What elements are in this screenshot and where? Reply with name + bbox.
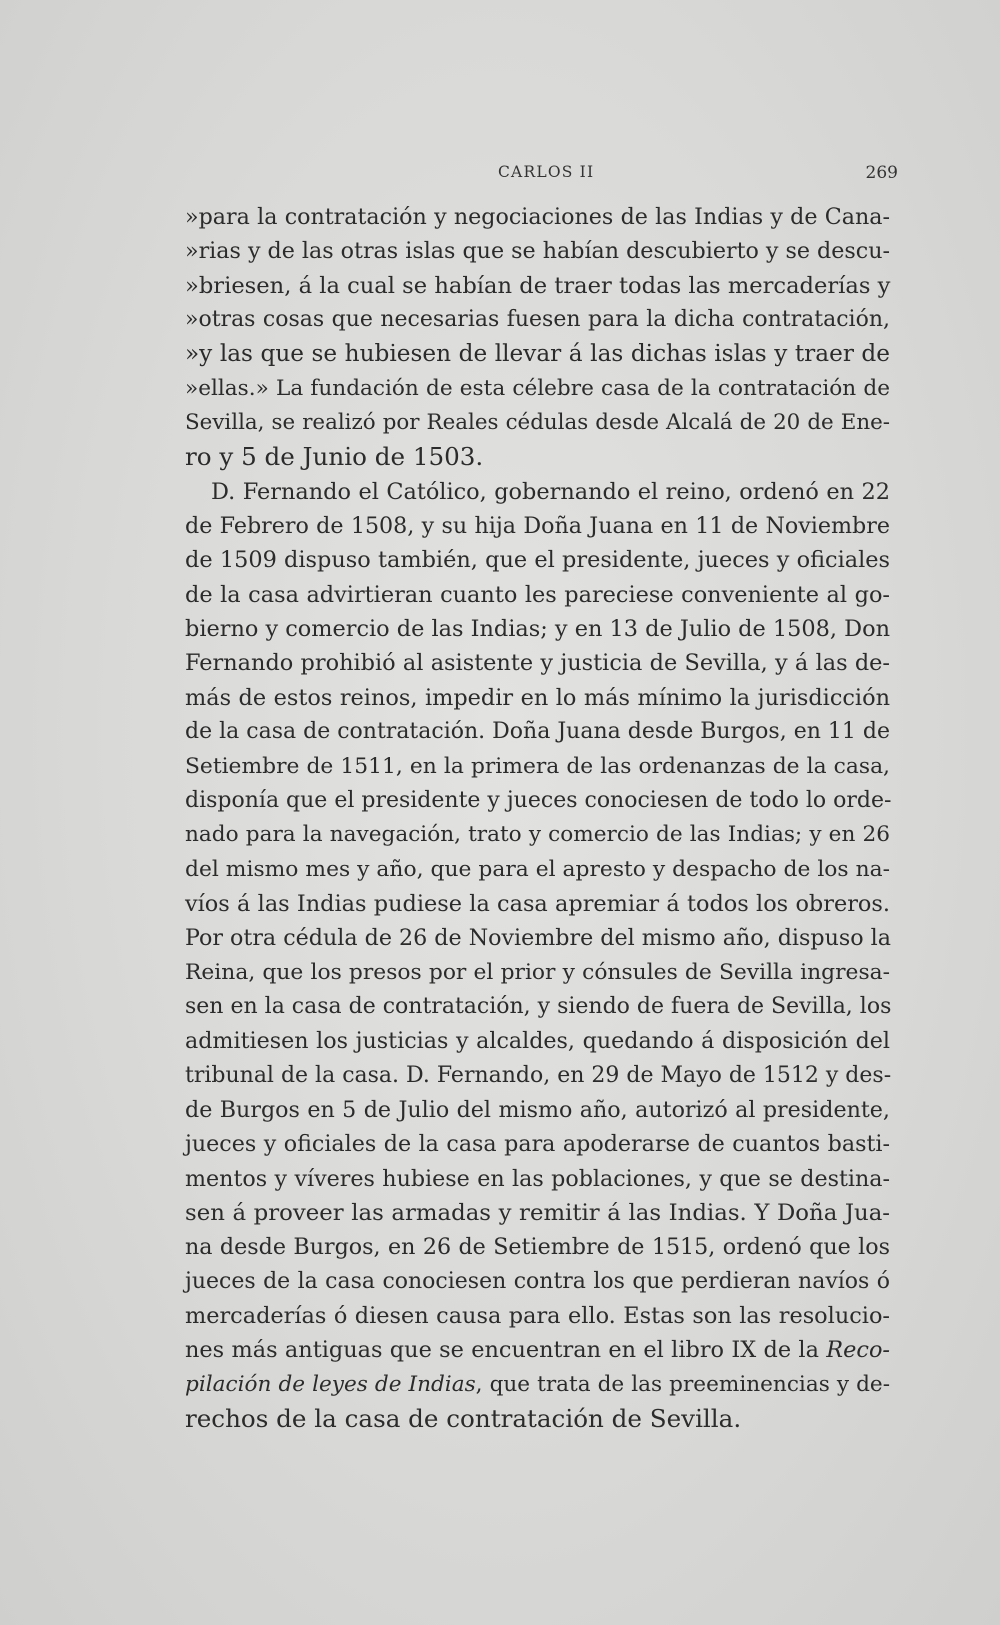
text-segment: »rias y de las otras islas que se habían descubierto y se descu-: [185, 238, 890, 265]
text-line: [185, 818, 890, 852]
text-line: [185, 750, 890, 784]
text-segment: de Febrero de 1508, y su hija Doña Juana en 11 de Noviembre: [185, 513, 890, 540]
text-segment: ro y 5 de Junio de 1503.: [185, 442, 484, 472]
text-segment: de la casa de contratación. Doña Juana desde Burgos, en 11 de: [185, 719, 890, 745]
text-segment: »ellas.» La fundación de esta célebre casa de la contratación de: [185, 375, 890, 401]
text-segment: na desde Burgos, en 26 de Setiembre de 1515, ordenó que los: [185, 1234, 890, 1261]
text-segment: Por otra cédula de 26 de Noviembre del mismo año, dispuso la: [185, 925, 891, 952]
text-line: [185, 646, 890, 680]
text-segment: de 1509 dispuso también, que el presidente, jueces y oficiales: [185, 547, 890, 574]
text-line: [185, 1093, 890, 1127]
text-segment: bierno y comercio de las Indias; y en 13 de Julio de 1508, Don: [185, 616, 890, 643]
text-line: [185, 1162, 890, 1196]
text-line: [185, 234, 890, 268]
italic-text: Reco-: [826, 1337, 890, 1364]
text-segment: Sevilla, se realizó por Reales cédulas desde Alcalá de 20 de Ene-: [185, 410, 890, 436]
text-line: [185, 1230, 890, 1264]
text-segment: nado para la navegación, trato y comercio de las Indias; y en 26: [185, 822, 890, 848]
text-segment: Setiembre de 1511, en la primera de las ordenanzas de la casa,: [185, 753, 890, 779]
text-line: [185, 406, 890, 440]
text-segment: »otras cosas que necesarias fuesen para la dicha contratación,: [185, 307, 890, 333]
text-line: [185, 337, 890, 371]
text-segment: D. Fernando el Católico, gobernando el reino, ordenó en 22: [211, 478, 890, 505]
text-line: [185, 543, 890, 577]
text-line: [185, 1402, 890, 1436]
text-segment: víos á las Indias pudiese la casa apremiar á todos los obreros.: [185, 890, 890, 917]
text-line: [185, 1368, 890, 1402]
text-line: [185, 1265, 890, 1299]
text-line: [185, 853, 890, 887]
text-segment: »briesen, á la cual se habían de traer todas las mercaderías y: [185, 272, 891, 299]
text-line: [185, 990, 890, 1024]
text-line: [185, 887, 890, 921]
text-segment: Fernando prohibió al asistente y justicia de Sevilla, y á las de-: [185, 650, 890, 677]
text-segment: tribunal de la casa. D. Fernando, en 29 de Mayo de 1512 y des-: [185, 1062, 892, 1088]
text-segment: jueces y oficiales de la casa para apoderarse de cuantos basti-: [185, 1131, 890, 1158]
text-segment: más de estos reinos, impedir en lo más mínimo la jurisdicción: [185, 684, 890, 711]
text-segment: mercaderías ó diesen causa para ello. Estas son las resolucio-: [185, 1303, 890, 1329]
text-line: [185, 1059, 890, 1093]
text-segment: admitiesen los justicias y alcaldes, quedando á disposición del: [185, 1028, 890, 1055]
text-line: [185, 1196, 890, 1230]
page-header: [0, 163, 1000, 193]
body-text: [185, 200, 890, 1436]
text-line: [185, 1333, 890, 1367]
text-line: [185, 509, 890, 543]
text-line: [185, 372, 890, 406]
text-segment: de Burgos en 5 de Julio del mismo año, autorizó al presidente,: [185, 1096, 890, 1123]
text-line: [185, 1299, 890, 1333]
text-segment: Reina, que los presos por el prior y cónsules de Sevilla ingresa-: [185, 959, 890, 985]
text-segment: , que trata de las preeminencias y de-: [475, 1371, 890, 1397]
text-segment: del mismo mes y año, que para el apresto y despacho de los na-: [185, 856, 890, 882]
text-line: [185, 269, 890, 303]
text-line: [185, 1024, 890, 1058]
text-line: [185, 200, 890, 234]
text-line: [185, 956, 890, 990]
text-line: [185, 303, 890, 337]
text-segment: rechos de la casa de contratación de Sevilla.: [185, 1404, 742, 1434]
text-line: [185, 715, 890, 749]
text-line: [185, 475, 890, 509]
text-line: [185, 1127, 890, 1161]
text-segment: disponía que el presidente y jueces conociesen de todo lo orde-: [185, 787, 892, 813]
text-segment: »para la contratación y negociaciones de las Indias y de Cana-: [185, 204, 890, 230]
text-segment: sen en la casa de contratación, y siendo de fuera de Sevilla, los: [185, 993, 892, 1019]
text-line: [185, 921, 890, 955]
text-segment: nes más antiguas que se encuentran en el libro IX de la: [185, 1337, 827, 1364]
text-segment: sen á proveer las armadas y remitir á las Indias. Y Doña Jua-: [185, 1199, 890, 1226]
text-line: [185, 440, 890, 474]
running-title: CARLOS II: [498, 163, 595, 181]
text-segment: de la casa advirtieran cuanto les pareciese conveniente al go-: [185, 581, 890, 608]
text-line: [185, 681, 890, 715]
italic-text: pilación de leyes de Indias: [185, 1371, 476, 1397]
text-line: [185, 612, 890, 646]
text-line: [185, 578, 890, 612]
text-segment: jueces de la casa conociesen contra los que perdieran navíos ó: [185, 1268, 890, 1294]
text-segment: mentos y víveres hubiese en las poblaciones, y que se destina-: [185, 1165, 890, 1192]
text-line: [185, 784, 890, 818]
page-number: 269: [865, 163, 898, 183]
text-segment: »y las que se hubiesen de llevar á las dichas islas y traer de: [185, 340, 890, 368]
